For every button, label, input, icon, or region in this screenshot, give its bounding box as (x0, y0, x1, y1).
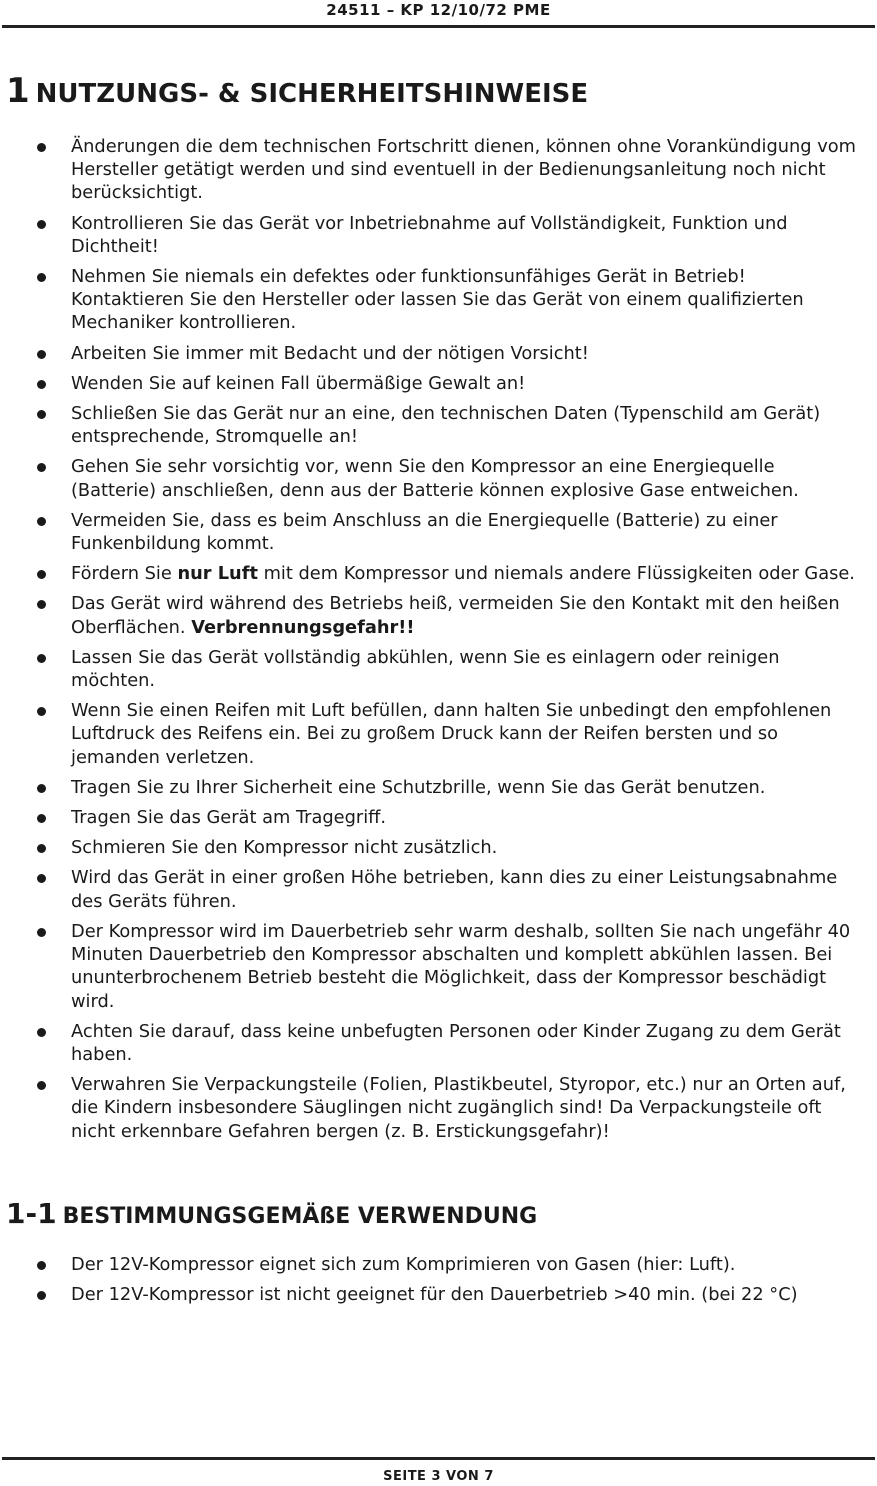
list-item (0, 1020, 877, 1066)
list-item (0, 509, 877, 555)
list-item-text: Arbeiten Sie immer mit Bedacht und der nötigen Vorsicht! (71, 342, 589, 364)
list-item (0, 135, 877, 205)
bullet-icon (37, 784, 46, 793)
list-item-text: Tragen Sie das Gerät am Tragegriff. (71, 807, 387, 829)
list-item-text: Vermeiden Sie, dass es beim Anschluss an die Energiequelle (Batterie) zu einer Funkenbildung kommt. (71, 509, 778, 555)
section-title: NUTZUNGS- & SICHERHEITSHINWEISE (35, 79, 589, 109)
list-item (0, 342, 877, 365)
bullet-icon (37, 654, 46, 663)
list-item (0, 592, 877, 638)
list-item-text: Kontrollieren Sie das Gerät vor Inbetriebnahme auf Vollständigkeit, Funktion und Dichtheit! (71, 212, 788, 257)
list-item (0, 455, 877, 501)
list-item-text: Gehen Sie sehr vorsichtig vor, wenn Sie den Kompressor an eine Energiequelle (Batterie) anschließen, denn aus der Batterie können explosive Gase entweichen. (71, 456, 799, 501)
bullet-icon (37, 928, 46, 937)
bullet-icon (37, 517, 46, 526)
list-item (0, 920, 877, 1013)
list-item (0, 1283, 877, 1306)
list-item (0, 776, 877, 799)
list-item (0, 1073, 877, 1143)
usage-list (0, 1253, 877, 1313)
list-item (0, 402, 877, 448)
emphasis-text: Verbrennungsgefahr!! (191, 616, 415, 638)
list-item (0, 212, 877, 258)
bullet-icon (37, 570, 46, 579)
bullet-icon (37, 707, 46, 716)
list-item-text: Nehmen Sie niemals ein defektes oder funktionsunfähiges Gerät in Betrieb! Kontaktieren Sie den Hersteller oder lassen Sie das Gerät von einem qualifizierten Mechaniker kontrollieren. (71, 266, 804, 334)
list-item-text: mit dem Kompressor und niemals andere Flüssigkeiten oder Gase. (257, 563, 855, 585)
bullet-icon (37, 1291, 46, 1300)
list-item-text: Der Kompressor wird im Dauerbetrieb sehr warm deshalb, sollten Sie nach ungefähr 40 Minuten Dauerbetrieb den Kompressor abschalten und komplett abkühlen lassen. Bei ununterbrochenem Betrieb besteht die Möglichkeit, dass der Kompressor beschädigt wird. (71, 920, 851, 1012)
section-number: 1 (6, 71, 30, 111)
list-item (0, 562, 877, 585)
emphasis-text: nur Luft (177, 563, 258, 585)
list-item (0, 699, 877, 769)
safety-list (0, 135, 877, 1150)
list-item-text: Änderungen die dem technischen Fortschritt dienen, können ohne Vorankündigung vom Hersteller getätigt werden und sind eventuell in der Bedienungsanleitung noch nicht berücksichtigt. (71, 136, 856, 204)
subsection-number: 1-1 (6, 1197, 57, 1230)
list-item (0, 806, 877, 829)
footer-rule (2, 1457, 875, 1460)
bullet-icon (37, 1261, 46, 1270)
subsection-title: BESTIMMUNGSGEMÄßE VERWENDUNG (62, 1204, 538, 1229)
document-header: 24511 – KP 12/10/72 PME (326, 1, 551, 19)
list-item-text: Schmieren Sie den Kompressor nicht zusätzlich. (71, 837, 498, 859)
bullet-icon (37, 814, 46, 823)
bullet-icon (37, 600, 46, 609)
list-item-text: Wird das Gerät in einer großen Höhe betrieben, kann dies zu einer Leistungsabnahme des Geräts führen. (71, 867, 838, 912)
list-item-text: Wenn Sie einen Reifen mit Luft befüllen, dann halten Sie unbedingt den empfohlenen Luftdruck des Reifens ein. Bei zu großem Druck kann der Reifen bersten und so jemanden verletzen. (71, 700, 832, 768)
section-heading (6, 72, 588, 113)
bullet-icon (37, 463, 46, 472)
list-item-text: Verwahren Sie Verpackungsteile (Folien, Plastikbeutel, Styropor, etc.) nur an Orten auf, die Kindern insbesondere Säuglingen nicht zugänglich sind! Da Verpackungsteile oft nicht erkennbare Gefahren bergen (z. B. Erstickungsgefahr)! (71, 1074, 846, 1142)
list-item (0, 265, 877, 335)
bullet-icon (37, 410, 46, 419)
list-item (0, 1253, 877, 1276)
list-item (0, 372, 877, 395)
bullet-icon (37, 874, 46, 883)
bullet-icon (37, 844, 46, 853)
bullet-icon (37, 1028, 46, 1037)
list-item-text: Lassen Sie das Gerät vollständig abkühlen, wenn Sie es einlagern oder reinigen möchten. (71, 646, 780, 692)
list-item-text: Tragen Sie zu Ihrer Sicherheit eine Schutzbrille, wenn Sie das Gerät benutzen. (71, 776, 766, 798)
header-rule (2, 25, 875, 28)
bullet-icon (37, 143, 46, 152)
page-footer: SEITE 3 VON 7 (383, 1469, 494, 1484)
list-item (0, 836, 877, 859)
list-item-text: Der 12V-Kompressor eignet sich zum Komprimieren von Gasen (hier: Luft). (71, 1254, 736, 1275)
list-item-text: Achten Sie darauf, dass keine unbefugten Personen oder Kinder Zugang zu dem Gerät haben. (71, 1020, 841, 1065)
list-item-text: Wenden Sie auf keinen Fall übermäßige Gewalt an! (71, 372, 526, 394)
subsection-heading (6, 1196, 537, 1235)
list-item-text: Fördern Sie (71, 563, 178, 585)
list-item-text: Der 12V-Kompressor ist nicht geeignet für den Dauerbetrieb >40 min. (bei 22 °C) (71, 1284, 798, 1306)
list-item-text: Das Gerät wird während des Betriebs heiß, vermeiden Sie den Kontakt mit den heißen Oberflächen. (71, 593, 840, 638)
bullet-icon (37, 220, 46, 229)
bullet-icon (37, 380, 46, 389)
bullet-icon (37, 273, 46, 282)
list-item-text: Schließen Sie das Gerät nur an eine, den technischen Daten (Typenschild am Gerät) entsprechende, Stromquelle an! (71, 403, 821, 448)
bullet-icon (37, 1081, 46, 1090)
list-item (0, 646, 877, 692)
list-item (0, 866, 877, 912)
bullet-icon (37, 350, 46, 359)
